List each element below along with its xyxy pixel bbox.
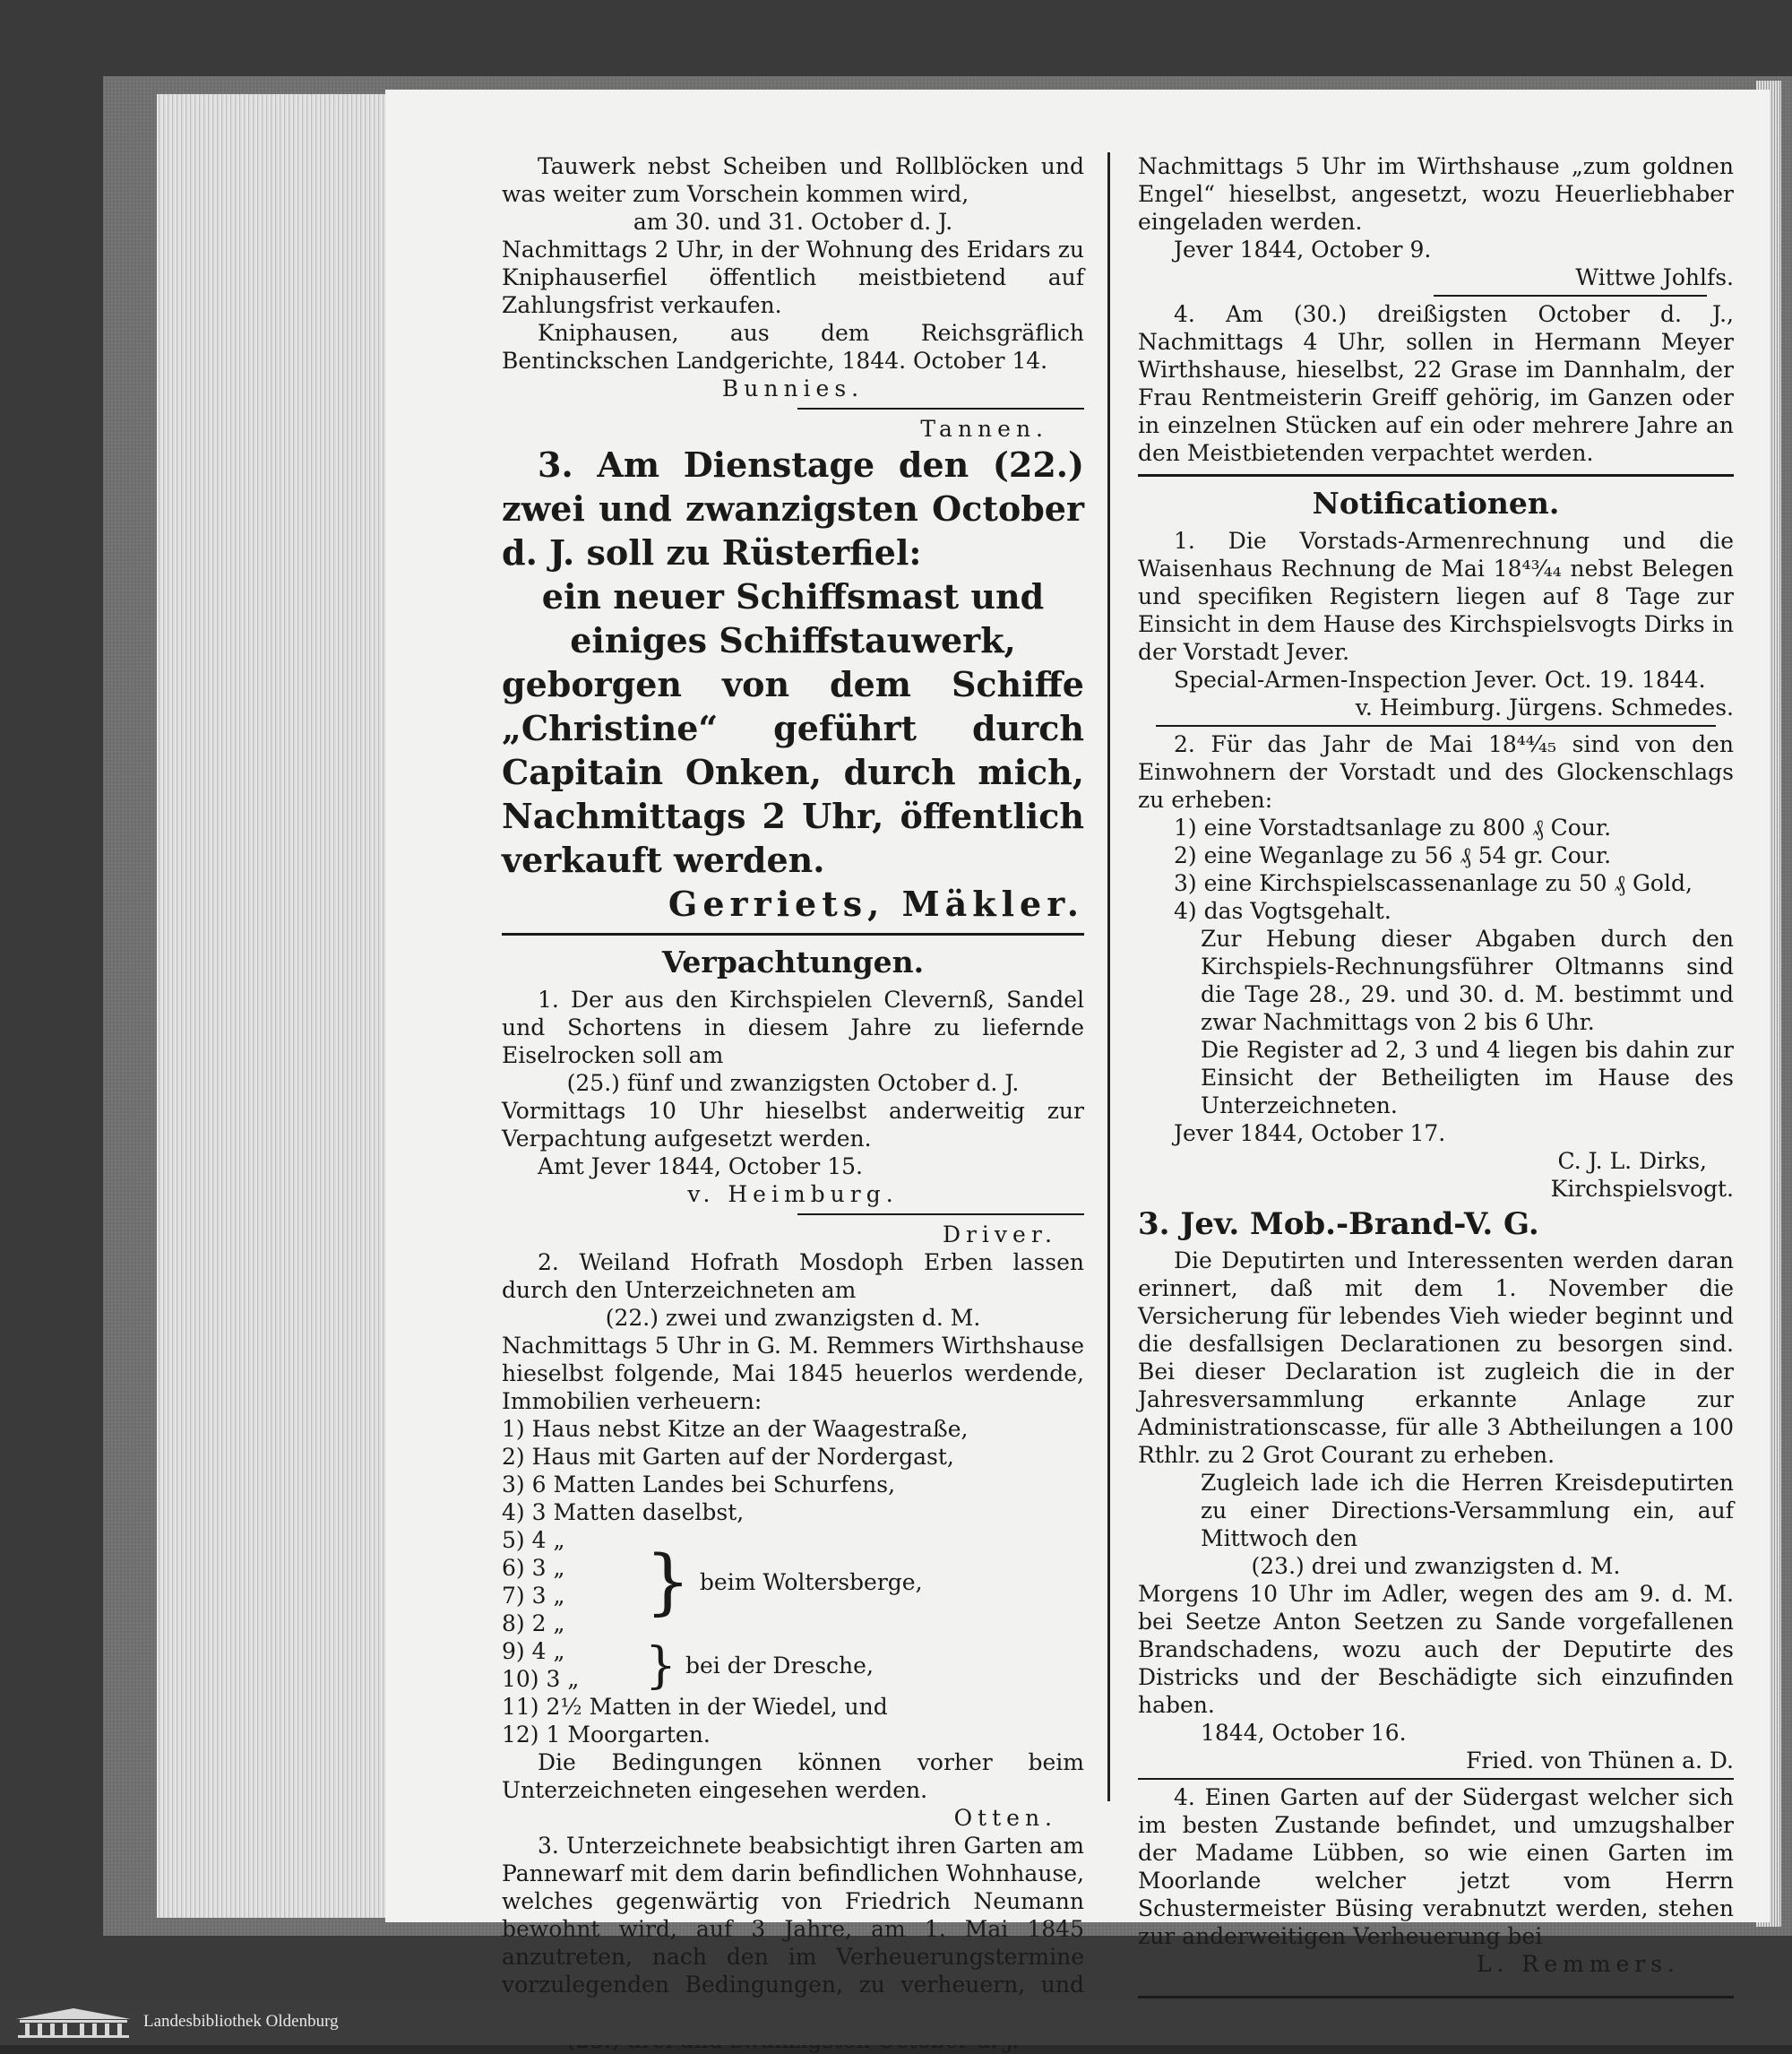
- text: Special-Armen-Inspection Jever. Oct. 19. 1844.: [1174, 667, 1706, 693]
- text: Die Bedingungen können vorher beim Unterzeichneten eingesehen werden.: [502, 1749, 1084, 1803]
- section-heading: 3. Jev. Mob.-Brand-V. G.: [1138, 1206, 1539, 1242]
- text: Vormittags 10 Uhr hieselbst anderweitig zur Verpachtung aufgesetzt werden.: [502, 1098, 1084, 1152]
- signature: C. J. L. Dirks,: [1557, 1148, 1707, 1174]
- text: Zugleich lade ich die Herren Kreisdeputirten zu einer Directions-Versammlung ein, auf Mittwoch den: [1201, 1470, 1734, 1551]
- text: 4. Am (30.) dreißigsten October d. J., Nachmittags 4 Uhr, sollen in Hermann Meyer Wirthshause, hieselbst, 22 Grase im Dannhalm, der Frau Rentmeisterin Greiff gehörig, im Ganzen oder in einzelnen Stücken auf ein oder mehrere Jahre an den Meistbietenden verpachtet werden.: [1138, 301, 1734, 466]
- text: ein neuer Schiffsmast und einiges Schiffstauwerk,: [541, 576, 1045, 660]
- signature: Wittwe Johlfs.: [1575, 264, 1734, 290]
- section-heading: Verpachtungen.: [661, 945, 925, 980]
- text: Nachmittags 2 Uhr, in der Wohnung des Eridars zu Kniphauserfiel öffentlich meistbietend auf Zahlungsfrist verkaufen.: [502, 237, 1084, 318]
- list-item: 3) eine Kirchspielscassenanlage zu 50 ₰ Gold,: [1174, 870, 1693, 896]
- list-item: 1) Haus nebst Kitze an der Waagestraße,: [502, 1416, 969, 1442]
- text: Zur Hebung dieser Abgaben durch den Kirchspiels-Rechnungsführer Oltmanns sind die Tage 28., 29. und 30. d. M. bestimmt und zwar Nachmittags von 2 bis 6 Uhr.: [1201, 926, 1734, 1035]
- list-item: 3) 6 Matten Landes bei Schurfens,: [502, 1471, 896, 1497]
- text: Amt Jever 1844, October 15.: [538, 1153, 863, 1179]
- signature: Driver.: [942, 1221, 1057, 1247]
- text: Jever 1844, October 17.: [1174, 1120, 1446, 1146]
- text: 2. Weiland Hofrath Mosdoph Erben lassen durch den Unterzeichneten am: [502, 1249, 1084, 1303]
- list-item: 8) 2 „: [502, 1610, 565, 1636]
- text: Die Deputirten und Interessenten werden daran erinnert, daß mit dem 1. November die Versicherung für lebendes Vieh wieder beginnt und die desfallsigen Declarationen zu besorgen sind. Bei dieser Declaration ist zugleich die in der Jahresversammlung erkannte Anlage zur Administrationscasse, für alle 3 Abtheilungen a 100 Rthlr. zu 2 Grot Courant zu erheben.: [1138, 1247, 1734, 1468]
- list-item: 6) 3 „: [502, 1555, 565, 1581]
- list-item: 10) 3 „: [502, 1666, 580, 1692]
- footer-bar: [0, 2000, 1792, 2045]
- item-group: [502, 1526, 1084, 1637]
- text: Nachmittags 5 Uhr im Wirthshause „zum goldnen Engel“ hieselbst, angesetzt, wozu Heuerliebhaber eingeladen werden.: [1138, 153, 1734, 235]
- list-item: 4) das Vogtsgehalt.: [1174, 898, 1391, 924]
- signature: v. Heimburg. Jürgens. Schmedes.: [1355, 695, 1734, 721]
- text: geborgen von dem Schiffe „Christine“ geführt durch Capitain Onken, durch mich, Nachmittags 2 Uhr, öffentlich verkauft werden.: [502, 664, 1084, 880]
- list-item: 5) 4 „: [502, 1527, 565, 1553]
- signature: Gerriets, Mäkler.: [668, 884, 1084, 924]
- rule: [797, 1213, 1084, 1215]
- left-column: [502, 152, 1084, 2054]
- list-item: 9) 4 „: [502, 1638, 565, 1664]
- right-column: [1138, 152, 1734, 2033]
- library-name: Landesbibliothek Oldenburg: [143, 2012, 339, 2031]
- rule: [1434, 295, 1707, 297]
- text: Jever 1844, October 9.: [1174, 237, 1432, 263]
- signature: Tannen.: [920, 416, 1048, 442]
- list-item: 12) 1 Moorgarten.: [502, 1722, 711, 1748]
- text: 1844, October 16.: [1201, 1720, 1407, 1746]
- group-label: beim Woltersberge,: [699, 1568, 923, 1595]
- signature: v. Heimburg.: [687, 1181, 899, 1207]
- signature: Fried. von Thünen a. D.: [1466, 1748, 1734, 1774]
- section-heading: Notificationen.: [1312, 486, 1560, 521]
- text: Morgens 10 Uhr im Adler, wegen des am 9. d. M. bei Seetze Anton Seetzen zu Sande vorgefallenen Brandschadens, wozu auch der Deputirte des Districks und der Beschädigte sich einzufinden haben.: [1138, 1581, 1734, 1718]
- text: 1. Die Vorstads-Armenrechnung und die Waisenhaus Rechnung de Mai 18⁴³⁄₄₄ nebst Belegen und specifiken Registern liegen auf 8 Tage zur Einsicht in dem Hause des Kirchspielsvogts Dirks in der Vorstadt Jever.: [1138, 528, 1734, 665]
- text: (23.) drei und zwanzigsten d. M.: [1251, 1553, 1621, 1579]
- brace: }: [645, 1540, 691, 1623]
- list-item: 2) eine Weganlage zu 56 ₰ 54 gr. Cour.: [1174, 842, 1612, 868]
- text: 3. Unterzeichnete beabsichtigt ihren Garten am Pannewarf mit dem darin befindlichen Wohnhause, welches gegenwärtig von Friedrich Neumann bewohnt wird, auf 3 Jahre, am 1. Mai 1845 anzutreten, nach den im Verheuerungstermine vorzulegenden Bedingungen, zu verheuern, und: [502, 1833, 1084, 1998]
- signature: Bunnies.: [721, 375, 865, 401]
- rule: [1138, 1996, 1734, 1998]
- list-item: 4) 3 Matten daselbst,: [502, 1499, 745, 1525]
- text: Nachmittags 5 Uhr in G. M. Remmers Wirthshause hieselbst folgende, Mai 1845 heuerlos werdende, Immobilien verheuern:: [502, 1333, 1084, 1414]
- text: 2. Für das Jahr de Mai 18⁴⁴⁄₄₅ sind von den Einwohnern der Vorstadt und des Glockenschlags zu erheben:: [1138, 731, 1734, 813]
- rule: [1138, 1778, 1734, 1780]
- group-label: bei der Dresche,: [685, 1652, 874, 1679]
- text: 4. Einen Garten auf der Südergast welcher sich im besten Zustande befindet, und umzugshalber der Madame Lübben, so wie einen Garten im Moorlande welcher jetzt vom Herrn Schustermeister Büsing verabnutzt werden, stehen zur anderweitigen Verheuerung bei: [1138, 1784, 1734, 1949]
- signature: Kirchspielsvogt.: [1550, 1176, 1734, 1202]
- rule: [1156, 725, 1716, 727]
- library-logo-icon: [13, 2007, 134, 2039]
- text: (25.) fünf und zwanzigsten October d. J.: [566, 1070, 1020, 1096]
- text: (22.) zwei und zwanzigsten d. M.: [605, 1305, 981, 1331]
- list-item: 7) 3 „: [502, 1583, 565, 1609]
- text: am 30. und 31. October d. J.: [633, 209, 953, 235]
- text: Tauwerk nebst Scheiben und Rollblöcken und was weiter zum Vorschein kommen wird,: [502, 153, 1084, 207]
- column-divider: [1107, 152, 1110, 1801]
- rule: [797, 408, 1084, 410]
- brace: }: [645, 1636, 676, 1694]
- text: Kniphausen, aus dem Reichsgräflich Bentinckschen Landgerichte, 1844. October 14.: [502, 320, 1084, 374]
- list-item: 1) eine Vorstadtsanlage zu 800 ₰ Cour.: [1174, 815, 1612, 841]
- rule: [1138, 474, 1734, 477]
- signature: Otten.: [953, 1805, 1057, 1831]
- text: Die Register ad 2, 3 und 4 liegen bis dahin zur Einsicht der Betheiligten im Hause des Unterzeichneten.: [1201, 1037, 1734, 1118]
- list-item: 11) 2½ Matten in der Wiedel, und: [502, 1694, 888, 1720]
- page-stack-edge: [157, 94, 390, 1918]
- item-group: [502, 1637, 1084, 1693]
- rule: [502, 933, 1084, 936]
- text: 1. Der aus den Kirchspielen Clevernß, Sandel und Schortens in diesem Jahre zu liefernde Eiselrocken soll am: [502, 987, 1084, 1068]
- text: 3. Am Dienstage den (22.) zwei und zwanzigsten October d. J. soll zu Rüsterfiel:: [502, 444, 1084, 573]
- signature: L. Remmers.: [1476, 1951, 1680, 1977]
- list-item: 2) Haus mit Garten auf der Nordergast,: [502, 1444, 954, 1470]
